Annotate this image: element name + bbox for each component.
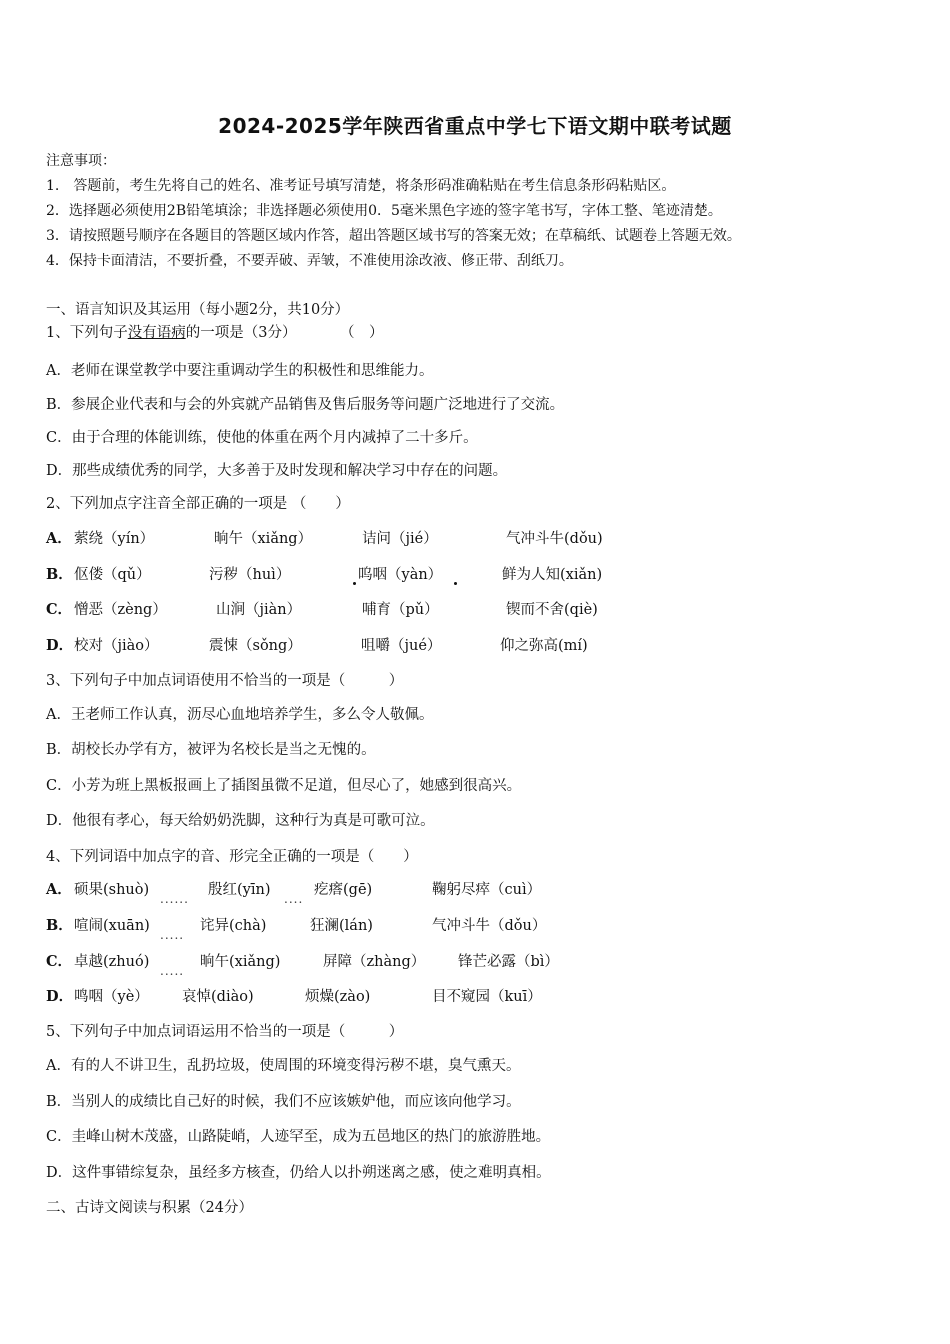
pinyin-item: 鲜为人知(xiǎn) (502, 567, 603, 583)
word-item: 硕果(shuò) (74, 882, 150, 898)
question-3-option: D．他很有孝心，每天给奶奶洗脚，这种行为真是可歌可泣。 (46, 813, 435, 829)
pinyin-item: 气冲斗牛(dǒu) (506, 531, 603, 547)
option-label: A． (46, 881, 72, 898)
question-1-option: C．由于合理的体能训练，使他的体重在两个月内减掉了二十多斤。 (46, 430, 478, 446)
notice-heading: 注意事项： (46, 153, 116, 169)
pinyin-item: 锲而不舍(qiè) (506, 602, 598, 618)
notice-item: 3．请按照题号顺序在各题目的答题区域内作答，超出答题区域书写的答案无效；在草稿纸、试题卷上答题无效。 (46, 228, 741, 244)
pinyin-item: 污秽（huì） (209, 567, 291, 583)
stem-underlined: 没有语病 (127, 325, 186, 341)
question-5-stem: 5、下列句子中加点词语运用不恰当的一项是（ ） (46, 1024, 404, 1040)
word-item: 鞠躬尽瘁（cuì） (432, 882, 542, 898)
word-item: 狂澜(lán) (310, 918, 373, 934)
emphasis-dots: ..... (160, 928, 185, 942)
question-1-stem (46, 323, 383, 343)
option-label: D． (46, 988, 74, 1005)
question-3-option: B．胡校长办学有方，被评为名校长是当之无愧的。 (46, 742, 376, 758)
pinyin-item: 山涧（jiàn） (216, 602, 302, 618)
stem-suffix: 的一项是（3分） （ ） (185, 325, 384, 341)
pinyin-item: 憎恶（zèng） (74, 602, 167, 618)
word-item: 气冲斗牛（dǒu） (432, 918, 547, 934)
question-4-stem: 4、下列词语中加点字的音、形完全正确的一项是（ ） (46, 849, 418, 865)
pinyin-item: 呜咽（yàn） (358, 567, 443, 583)
emphasis-dots: ...... (160, 892, 189, 906)
word-item: 鸣咽（yè） (74, 989, 149, 1005)
stem-prefix: 1、下列句子 (46, 325, 128, 341)
pinyin-item: 诘问（jié） (362, 531, 438, 547)
word-item: 哀悼(diào) (182, 989, 254, 1005)
question-2-stem: 2、下列加点字注音全部正确的一项是 （ ） (46, 496, 350, 512)
question-5-option: B．当别人的成绩比自己好的时候，我们不应该嫉妒他，而应该向他学习。 (46, 1094, 521, 1110)
section-heading: 一、语言知识及其运用（每小题2分，共10分） (46, 302, 350, 318)
word-item: 烦燥(zào) (305, 989, 371, 1005)
word-item: 诧异(chà) (200, 918, 267, 934)
word-item: 喧闹(xuān) (74, 918, 150, 934)
question-1-option: B．参展企业代表和与会的外宾就产品销售及售后服务等问题广泛地进行了交流。 (46, 397, 565, 413)
question-5-option: A．有的人不讲卫生，乱扔垃圾，使周围的环境变得污秽不堪，臭气熏天。 (46, 1058, 521, 1074)
question-3-option: A．王老师工作认真，沥尽心血地培养学生，多么令人敬佩。 (46, 707, 434, 723)
notice-item: 2．选择题必须使用2B铅笔填涂；非选择题必须使用0．5毫米黑色字迹的签字笔书写，字体工整、笔迹清楚。 (46, 203, 722, 219)
pinyin-item: 哺育（pǔ） (362, 602, 439, 618)
pinyin-item: 咀嚼（jué） (361, 638, 442, 654)
pinyin-item: 萦绕（yín） (74, 531, 155, 547)
question-1-option: D．那些成绩优秀的同学，大多善于及时发现和解决学习中存在的问题。 (46, 463, 508, 479)
notice-item: 1. 答题前，考生先将自己的姓名、准考证号填写清楚，将条形码准确粘贴在考生信息条形码粘贴区。 (46, 178, 676, 194)
option-label: D． (46, 637, 74, 654)
emphasis-dot (454, 582, 457, 585)
notice-item: 4．保持卡面清洁，不要折叠，不要弄破、弄皱，不准使用涂改液、修正带、刮纸刀。 (46, 253, 573, 269)
option-label: B． (46, 566, 73, 583)
emphasis-dot (353, 582, 356, 585)
pinyin-item: 震悚（sǒng） (209, 638, 302, 654)
question-3-option: C．小芳为班上黑板报画上了插图虽微不足道，但尽心了，她感到很高兴。 (46, 778, 522, 794)
emphasis-dots: .... (284, 892, 304, 906)
option-label: B． (46, 917, 73, 934)
page-title: 2024-2025学年陕西省重点中学七下语文期中联考试题 (218, 114, 732, 138)
pinyin-item: 仰之弥高(mí) (500, 638, 588, 654)
pinyin-item: 校对（jiào） (74, 638, 159, 654)
option-label: C． (46, 953, 73, 970)
pinyin-item: 伛偻（qǔ） (74, 567, 151, 583)
option-label: A． (46, 530, 72, 547)
word-item: 目不窥园（kuī） (432, 989, 542, 1005)
emphasis-dots: ..... (160, 964, 185, 978)
pinyin-item: 晌午（xiǎng） (214, 531, 313, 547)
word-item: 殷红(yīn) (208, 882, 271, 898)
question-5-option: C．圭峰山树木茂盛，山路陡峭，人迹罕至，成为五邑地区的热门的旅游胜地。 (46, 1129, 551, 1145)
question-3-stem: 3、下列句子中加点词语使用不恰当的一项是（ ） (46, 673, 404, 689)
word-item: 晌午(xiǎng) (200, 954, 281, 970)
section-heading: 二、古诗文阅读与积累（24分） (46, 1200, 253, 1216)
question-1-option: A．老师在课堂教学中要注重调动学生的积极性和思维能力。 (46, 363, 434, 379)
question-5-option: D．这件事错综复杂，虽经多方核查，仍给人以扑朔迷离之感，使之难明真相。 (46, 1165, 551, 1181)
word-item: 锋芒必露（bì） (458, 954, 559, 970)
option-label: C． (46, 601, 73, 618)
word-item: 疙瘩(gē) (314, 882, 373, 898)
word-item: 屏障（zhàng） (323, 954, 426, 970)
word-item: 卓越(zhuó) (74, 954, 150, 970)
